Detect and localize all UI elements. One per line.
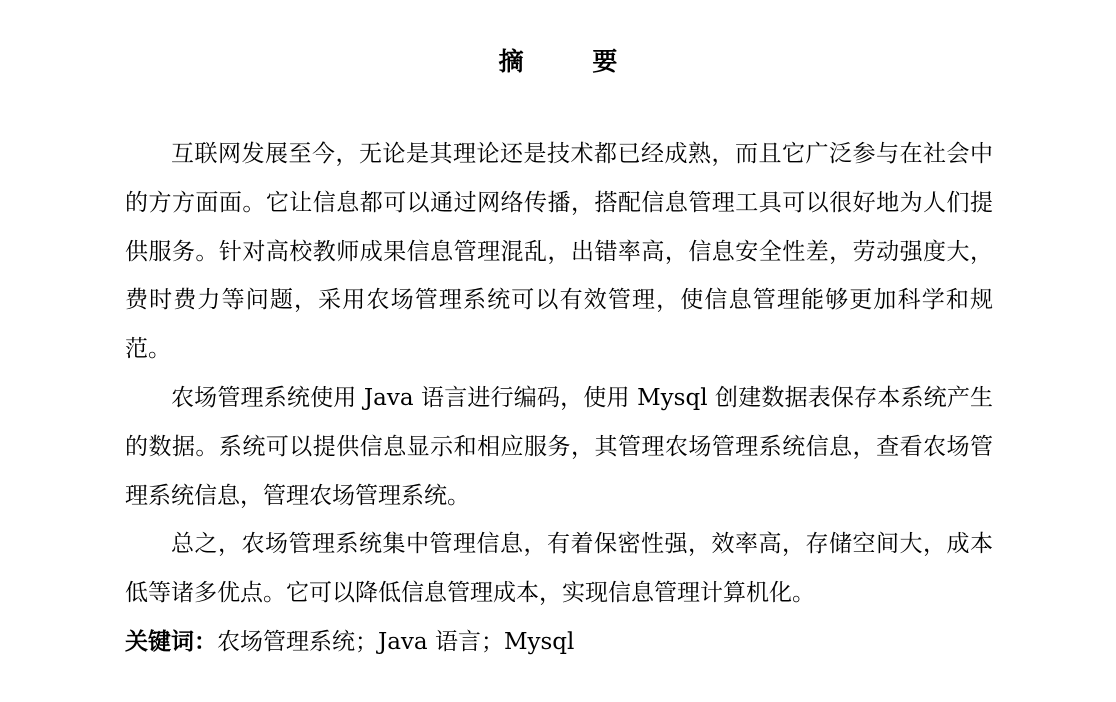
abstract-title: 摘 要 xyxy=(498,47,648,76)
keywords-text: 农场管理系统；Java 语言；Mysql xyxy=(217,628,575,655)
abstract-paragraph-2: 农场管理系统使用 Java 语言进行编码，使用 Mysql 创建数据表保存本系统产生的数据。系统可以提供信息显示和相应服务，其管理农场管理系统信息，查看农场管理系统信息，管理农场管理系统。 xyxy=(125,384,993,509)
keywords-label: 关键词： xyxy=(125,627,217,655)
abstract-body xyxy=(125,130,993,667)
keywords-line xyxy=(125,618,993,667)
abstract-paragraph-1: 互联网发展至今，无论是其理论还是技术都已经成熟，而且它广泛参与在社会中的方方面面。它让信息都可以通过网络传播，搭配信息管理工具可以很好地为人们提供服务。针对高校教师成果信息管理混乱，出错率高，信息安全性差，劳动强度大，费时费力等问题，采用农场管理系统可以有效管理，使信息管理能够更加科学和规范。 xyxy=(125,141,993,363)
abstract-paragraph-3: 总之，农场管理系统集中管理信息，有着保密性强，效率高，存储空间大，成本低等诸多优点。它可以降低信息管理成本，实现信息管理计算机化。 xyxy=(125,531,993,607)
